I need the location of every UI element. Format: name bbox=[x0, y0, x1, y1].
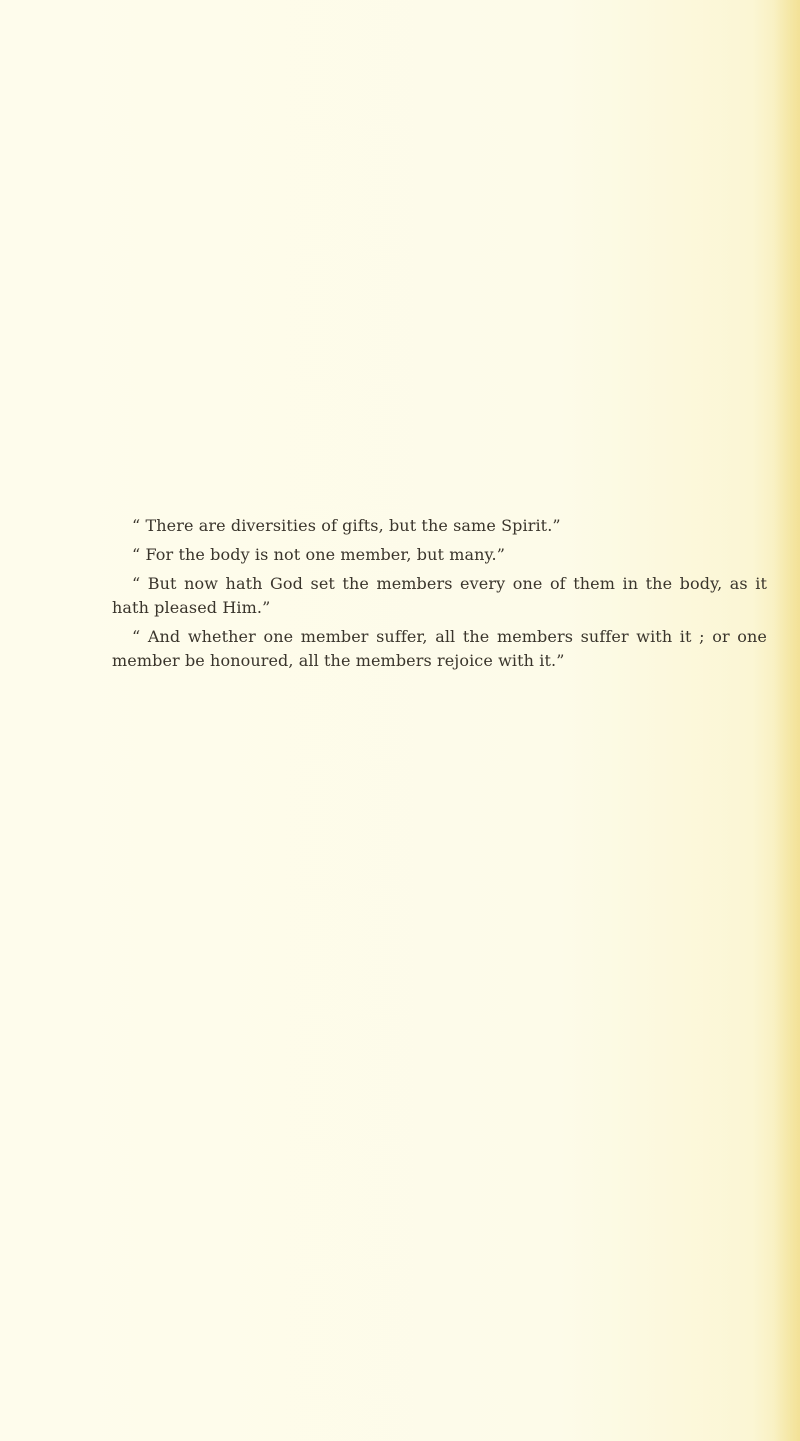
quote-paragraph: “ And whether one member suffer, all the members suffer with it ; or one member be honoured, all the members rejoice with it.” bbox=[112, 627, 767, 670]
quote-paragraph: “ There are diversities of gifts, but the same Spirit.” bbox=[132, 516, 561, 535]
quote-paragraph: “ For the body is not one member, but many.” bbox=[132, 545, 505, 564]
page-edge-stain bbox=[774, 0, 800, 1441]
quote-paragraph: “ But now hath God set the members every one of them in the body, as it hath pleased Him.” bbox=[112, 574, 767, 617]
scripture-quotes bbox=[112, 514, 767, 673]
